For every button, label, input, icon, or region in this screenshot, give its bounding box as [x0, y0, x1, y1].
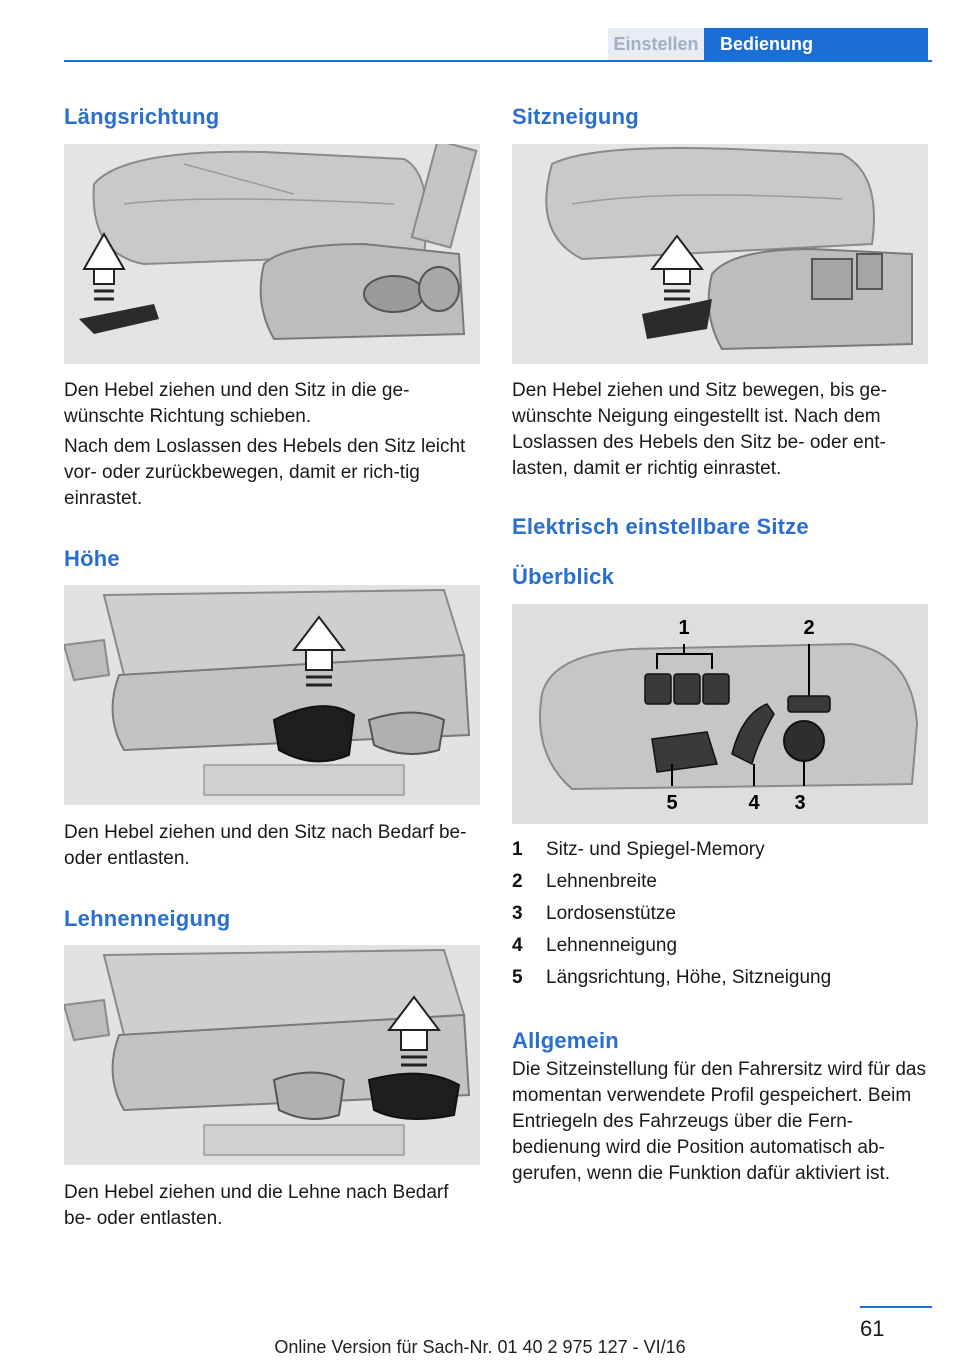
legend-text: Längsrichtung, Höhe, Sitzneigung — [546, 967, 832, 988]
text-allgemein-1: Die Sitzeinstellung für den Fahrersitz wird für das momentan verwendete Profil gespeichert. Beim Entriegeln des Fahrzeugs über die Fern‐bedienung wird die Position automatisch ab‐gerufen, wenn die Funktion dafür aktiviert ist. — [512, 1059, 926, 1184]
text-sitzneigung-1: Den Hebel ziehen und Sitz bewegen, bis ge‐wünschte Neigung eingestellt ist. Nach dem Loslassen des Hebels den Sitz be- oder ent‐lasten, damit er richtig einrastet. — [512, 380, 887, 479]
legend-item — [512, 870, 932, 902]
footer-version: Online Version für Sach-Nr. 01 40 2 975 127 - VI/16 — [274, 1337, 686, 1357]
heading-hoehe: Höhe — [64, 546, 120, 571]
tab-bedienung[interactable]: Bedienung — [704, 28, 928, 60]
tab-einstellen[interactable]: Einstellen — [608, 28, 704, 60]
text-lehnenneigung-1: Den Hebel ziehen und die Lehne nach Bedarf be- oder entlasten. — [64, 1182, 449, 1229]
legend-number: 4 — [512, 935, 523, 956]
legend-number: 1 — [512, 839, 523, 860]
page-number: 61 — [860, 1316, 885, 1341]
legend-number: 2 — [512, 871, 523, 892]
callout-3: 3 — [794, 792, 806, 814]
illustration-seat-backrest — [64, 945, 480, 1165]
heading-lehnenneigung: Lehnenneigung — [64, 906, 231, 931]
legend-text: Sitz- und Spiegel-Memory — [546, 839, 765, 860]
callout-1: 1 — [678, 617, 690, 639]
illustration-seat-height — [64, 585, 480, 805]
legend-text: Lordosenstütze — [546, 903, 676, 924]
illustration-seat-tilt — [512, 144, 928, 364]
legend-number: 3 — [512, 903, 523, 924]
legend-item — [512, 966, 932, 998]
legend-item — [512, 902, 932, 934]
footer-divider — [860, 1306, 932, 1308]
heading-allgemein: Allgemein — [512, 1028, 619, 1053]
text-laengsrichtung-1: Den Hebel ziehen und den Sitz in die ge‐wünschte Richtung schieben. — [64, 380, 410, 427]
callout-4: 4 — [748, 792, 760, 814]
heading-elektrisch: Elektrisch einstellbare Sitze — [512, 514, 809, 539]
illustration-seat-controls-overview — [512, 604, 928, 824]
heading-laengsrichtung: Längsrichtung — [64, 104, 220, 129]
legend-text: Lehnenbreite — [546, 871, 657, 892]
illustration-seat-longitudinal — [64, 144, 480, 364]
heading-ueberblick: Überblick — [512, 564, 615, 589]
legend-text: Lehnenneigung — [546, 935, 678, 956]
header-divider — [64, 60, 932, 62]
callout-2: 2 — [803, 617, 815, 639]
legend-item — [512, 934, 932, 966]
controls-legend — [512, 838, 932, 998]
text-laengsrichtung-2: Nach dem Loslassen des Hebels den Sitz leicht vor- oder zurückbewegen, damit er rich‐tig einrastet. — [64, 436, 466, 509]
text-hoehe-1: Den Hebel ziehen und den Sitz nach Bedarf be- oder entlasten. — [64, 822, 467, 869]
header-tabs — [608, 28, 928, 60]
legend-item — [512, 838, 932, 870]
heading-sitzneigung: Sitzneigung — [512, 104, 639, 129]
callout-5: 5 — [666, 792, 678, 814]
legend-number: 5 — [512, 967, 523, 988]
